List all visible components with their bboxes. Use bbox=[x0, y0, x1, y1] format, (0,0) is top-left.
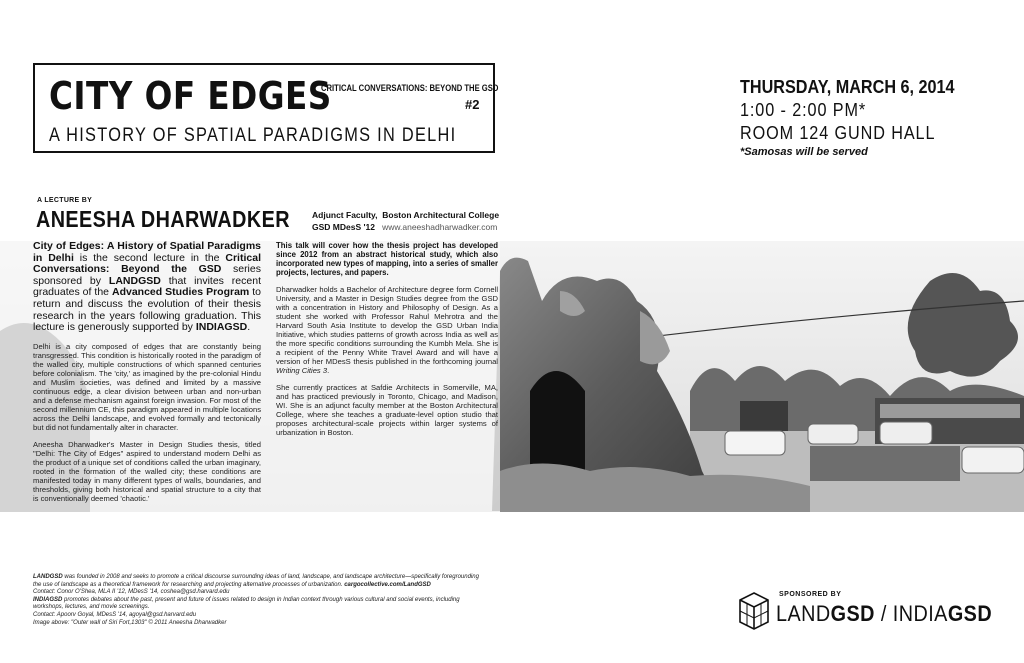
speaker-affiliation bbox=[312, 209, 499, 233]
sponsor-separator: / bbox=[874, 601, 893, 626]
footer-text: was founded in 2008 and seeks to promote a critical discourse surrounding ideas of land, landscape, and landscape architecture—specifically foregrounding bbox=[62, 574, 479, 580]
title-box bbox=[33, 63, 499, 153]
bio-text: Dharwadker holds a Bachelor of Architecture degree form Cornell University, and a Master in Design Studies degree from the GSD with a concentration in History and Philosophy of Design. As a student she worked with Professor Rahul Mehrotra and the Harvard South Asia Institute to develop the GSD Urban India Initiative, which studies patterns of growth across India as well as the more specific conditions surrounding the Kumbh Mela. She is a recipient of the Penny White Travel Award and will have a version of her MDesS thesis published in the forthcoming journal bbox=[276, 285, 498, 366]
body-paragraph: Aneesha Dharwadker's Master in Design Studies thesis, titled "Delhi: The City of Edges" aspired to understand modern Delhi as the product of a unique set of conditions called the urban imaginary, rooted in the formation of the walled city; these conditions are manifested today in many different types of walls, boundaries, and thresholds, giving both historical and spatial structure to a city that is conventionally deemed 'chaotic.' bbox=[33, 439, 261, 503]
speaker-website-link[interactable]: www.aneeshadharwadker.com bbox=[382, 222, 498, 232]
sponsor-names bbox=[776, 601, 992, 627]
footer-text: workshops, lectures, and movie screenings. bbox=[33, 604, 150, 611]
affil-college: Boston Architectural College bbox=[382, 210, 500, 220]
intro-paragraph bbox=[33, 241, 261, 334]
affil-title: Adjunct Faculty, bbox=[312, 210, 378, 220]
subtitle: A HISTORY OF SPATIAL PARADIGMS IN DELHI bbox=[49, 125, 457, 146]
body-paragraph: Delhi is a city composed of edges that are constantly being transgressed. This condition is historically rooted in the paradigm of the walled city, multiple constructions of which spanned centuries before colonialism. The 'city,' as imagined by the pre-colonial Hindu and Muslim societies, was defined and limited by a massive continuous edge, a clear division between urban and non-urban and a defense mechanism against foreign invasion. For most of the second millennium CE, this paradigm appeared in multiple locations across the Delhi landscape, and evolved formally and tectonically but did not fundamentally alter in character. bbox=[33, 341, 261, 432]
event-note: *Samosas will be served bbox=[740, 146, 868, 158]
footer-notes bbox=[33, 574, 633, 627]
event-room: ROOM 124 GUND HALL bbox=[740, 123, 936, 143]
footer-land: LAND bbox=[33, 574, 50, 580]
landgsd-cube-logo-icon bbox=[738, 591, 770, 631]
series-title: CRITICAL CONVERSATIONS: BEYOND THE GSD bbox=[321, 83, 499, 93]
intro-text: . bbox=[247, 321, 251, 334]
journal-title: Writing Cities 3 bbox=[276, 366, 328, 375]
bio-paragraph bbox=[276, 285, 498, 375]
page-title: CITY OF EDGES bbox=[49, 74, 332, 118]
footer-text: the use of landscape as a theoretical framework for researching and projecting alternative processes of urbanization. bbox=[33, 581, 345, 588]
intro-text: series sponsored by bbox=[33, 263, 261, 287]
series-number: #2 bbox=[465, 97, 480, 112]
sponsor-land: LAND bbox=[776, 601, 831, 626]
body-column-2 bbox=[276, 241, 498, 445]
intro-text: to return and discuss the evolution of their thesis research in the years following graduation. This lecture is generously supported by bbox=[33, 286, 261, 334]
talk-summary: This talk will cover how the thesis project has developed since 2012 from an abstract historical study, which also incorporated new types of mapping, into a series of smaller projects, lectures, and papers. bbox=[276, 241, 498, 277]
speaker-name: ANEESHA DHARWADKER bbox=[36, 206, 290, 232]
sponsor-india: INDIA bbox=[892, 601, 948, 626]
affil-degree: GSD MDesS '12 bbox=[312, 222, 375, 232]
event-date: THURSDAY, MARCH 6, 2014 bbox=[740, 77, 955, 97]
body-column-1 bbox=[33, 241, 261, 511]
practice-paragraph: She currently practices at Safdie Architects in Somerville, MA, and has practiced previously in Toronto, Chicago, and Madison, WI. She is an adjunct faculty member at the Boston Architectural College, where she teaches a graduate-level option studio that proposes architectural-scale projects within larger systems of urbanization in Boston. bbox=[276, 383, 498, 437]
footer-contact: Contact: Conor O'Shea, MLA II '12, MDesS '14, coshea@gsd.harvard.edu bbox=[33, 589, 230, 596]
indiagsd-ref: INDIAGSD bbox=[195, 321, 248, 334]
footer-contact: Contact: Apoorv Goyal, MDesS '14, agoyal@gsd.harvard.edu bbox=[33, 611, 197, 618]
landgsd-ref: LANDGSD bbox=[108, 274, 161, 287]
asp-ref: Advanced Studies Program bbox=[112, 286, 250, 299]
image-credit: Image above: "Outer wall of Siri Fort,1303" © 2011 Aneesha Dharwadker bbox=[33, 619, 227, 626]
event-info bbox=[740, 78, 978, 158]
footer-india: INDIA bbox=[33, 596, 50, 603]
bio-text: . bbox=[327, 366, 330, 375]
footer-text: promotes debates about the past, present and future of issues related to design in Indian context through various cultural and social events, including bbox=[62, 596, 460, 603]
lecture-title-ref: City of Edges: A History of Spatial Paradigms in Delhi bbox=[33, 240, 261, 264]
landgsd-website-link[interactable]: cargocollective.com/LandGSD bbox=[344, 581, 431, 588]
intro-text: that invites recent graduates of the bbox=[33, 274, 261, 299]
sponsor-land-gsd: GSD bbox=[830, 601, 875, 626]
intro-text: is the second lecture in the bbox=[73, 251, 226, 264]
footer-gsd: GSD bbox=[49, 574, 63, 580]
series-ref: Critical Conversations: Beyond the GSD bbox=[33, 251, 261, 276]
sponsored-by-label: SPONSORED BY bbox=[779, 591, 842, 598]
lecture-by-label: A LECTURE BY bbox=[37, 197, 93, 204]
footer-gsd: GSD bbox=[49, 596, 63, 603]
event-time: 1:00 - 2:00 PM* bbox=[740, 100, 867, 120]
sponsor-india-gsd: GSD bbox=[947, 601, 993, 626]
